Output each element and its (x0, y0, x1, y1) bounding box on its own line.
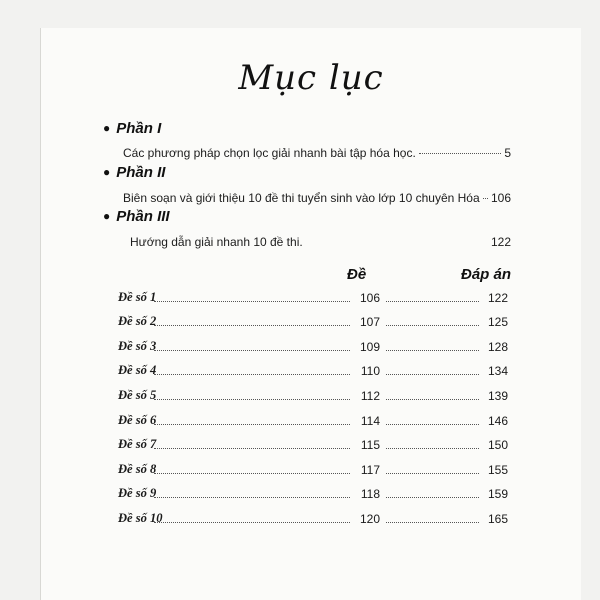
exam-page: 115 (360, 438, 380, 453)
dot-leader (386, 374, 479, 375)
dot-leader (154, 325, 350, 326)
exam-page: 120 (359, 511, 380, 526)
dot-leader (154, 424, 350, 425)
answer-page: 146 (487, 413, 508, 428)
dot-leader (154, 350, 350, 351)
answer-page: 139 (487, 388, 508, 403)
dot-leader (306, 242, 488, 243)
exam-page: 112 (360, 388, 380, 403)
exam-label: Đề số 9 (118, 486, 157, 501)
exam-label: Đề số 3 (118, 338, 157, 353)
bullet-icon: ● (103, 121, 111, 135)
page-title: Mục lục (238, 58, 384, 98)
answer-page: 155 (487, 462, 508, 477)
part-heading-label: Phần I (116, 120, 162, 137)
part-heading-3 (103, 208, 170, 225)
answer-page: 150 (487, 438, 508, 453)
part-entry-3 (130, 235, 511, 249)
bullet-icon: ● (103, 165, 111, 179)
exam-row (118, 403, 508, 428)
exam-label: Đề số 4 (118, 363, 157, 378)
part-entry-text: Biên soạn và giới thiệu 10 đề thi tuyển sinh vào lớp 10 chuyên Hóa (123, 191, 480, 205)
bullet-icon: ● (103, 209, 111, 223)
exam-label: Đề số 5 (118, 387, 157, 402)
part-entry-2 (123, 191, 511, 205)
column-header-exam: Đề (347, 266, 367, 283)
part-heading-1 (103, 120, 161, 137)
dot-leader (154, 473, 350, 474)
exam-label: Đề số 1 (118, 289, 157, 304)
answer-page: 125 (487, 315, 508, 330)
dot-leader (154, 522, 350, 523)
part-heading-label: Phần III (116, 208, 170, 225)
dot-leader (154, 301, 350, 302)
dot-leader (386, 448, 479, 449)
exam-row (118, 477, 508, 502)
part-entry-page: 106 (490, 191, 511, 205)
answer-page: 165 (487, 511, 508, 526)
answer-page: 134 (487, 364, 508, 379)
exam-row (118, 354, 508, 379)
exam-page: 118 (360, 487, 380, 502)
exam-row (118, 501, 508, 526)
exam-page: 117 (360, 462, 380, 477)
dot-leader (386, 424, 479, 425)
dot-leader (386, 325, 479, 326)
exam-label: Đề số 8 (118, 461, 157, 476)
dot-leader (154, 448, 350, 449)
exam-row (118, 378, 508, 403)
dot-leader (386, 301, 479, 302)
exam-label: Đề số 6 (118, 412, 157, 427)
exam-page: 114 (360, 413, 380, 428)
part-entry-page: 122 (490, 235, 511, 249)
dot-leader (483, 198, 488, 199)
answer-page: 159 (487, 487, 508, 502)
exam-label: Đề số 7 (118, 437, 157, 452)
exam-row (118, 280, 508, 305)
part-entry-1 (123, 146, 511, 160)
dot-leader (419, 153, 502, 154)
exam-list (118, 280, 508, 526)
part-entry-page: 5 (504, 146, 511, 160)
answer-page: 128 (487, 339, 508, 354)
dot-leader (386, 497, 479, 498)
dot-leader (386, 350, 479, 351)
part-heading-label: Phần II (116, 164, 166, 181)
answer-page: 122 (487, 290, 508, 305)
exam-row (118, 428, 508, 453)
part-entry-text: Các phương pháp chọn lọc giải nhanh bài tập hóa học. (123, 146, 416, 160)
exam-page: 106 (359, 290, 380, 305)
toc-page (40, 28, 581, 600)
part-entry-text: Hướng dẫn giải nhanh 10 đề thi. (130, 235, 303, 249)
exam-page: 109 (359, 339, 380, 354)
dot-leader (386, 473, 479, 474)
part-heading-2 (103, 164, 165, 181)
exam-row (118, 452, 508, 477)
exam-page: 107 (359, 315, 380, 330)
dot-leader (154, 374, 350, 375)
dot-leader (154, 399, 350, 400)
dot-leader (386, 399, 479, 400)
exam-label: Đề số 2 (118, 314, 157, 329)
exam-label: Đề số 10 (118, 510, 163, 525)
exam-row (118, 329, 508, 354)
dot-leader (386, 522, 479, 523)
exam-page: 110 (360, 364, 380, 379)
exam-row (118, 305, 508, 330)
bleed-through-text (161, 36, 163, 46)
dot-leader (154, 497, 350, 498)
column-header-answer: Đáp án (461, 266, 512, 283)
